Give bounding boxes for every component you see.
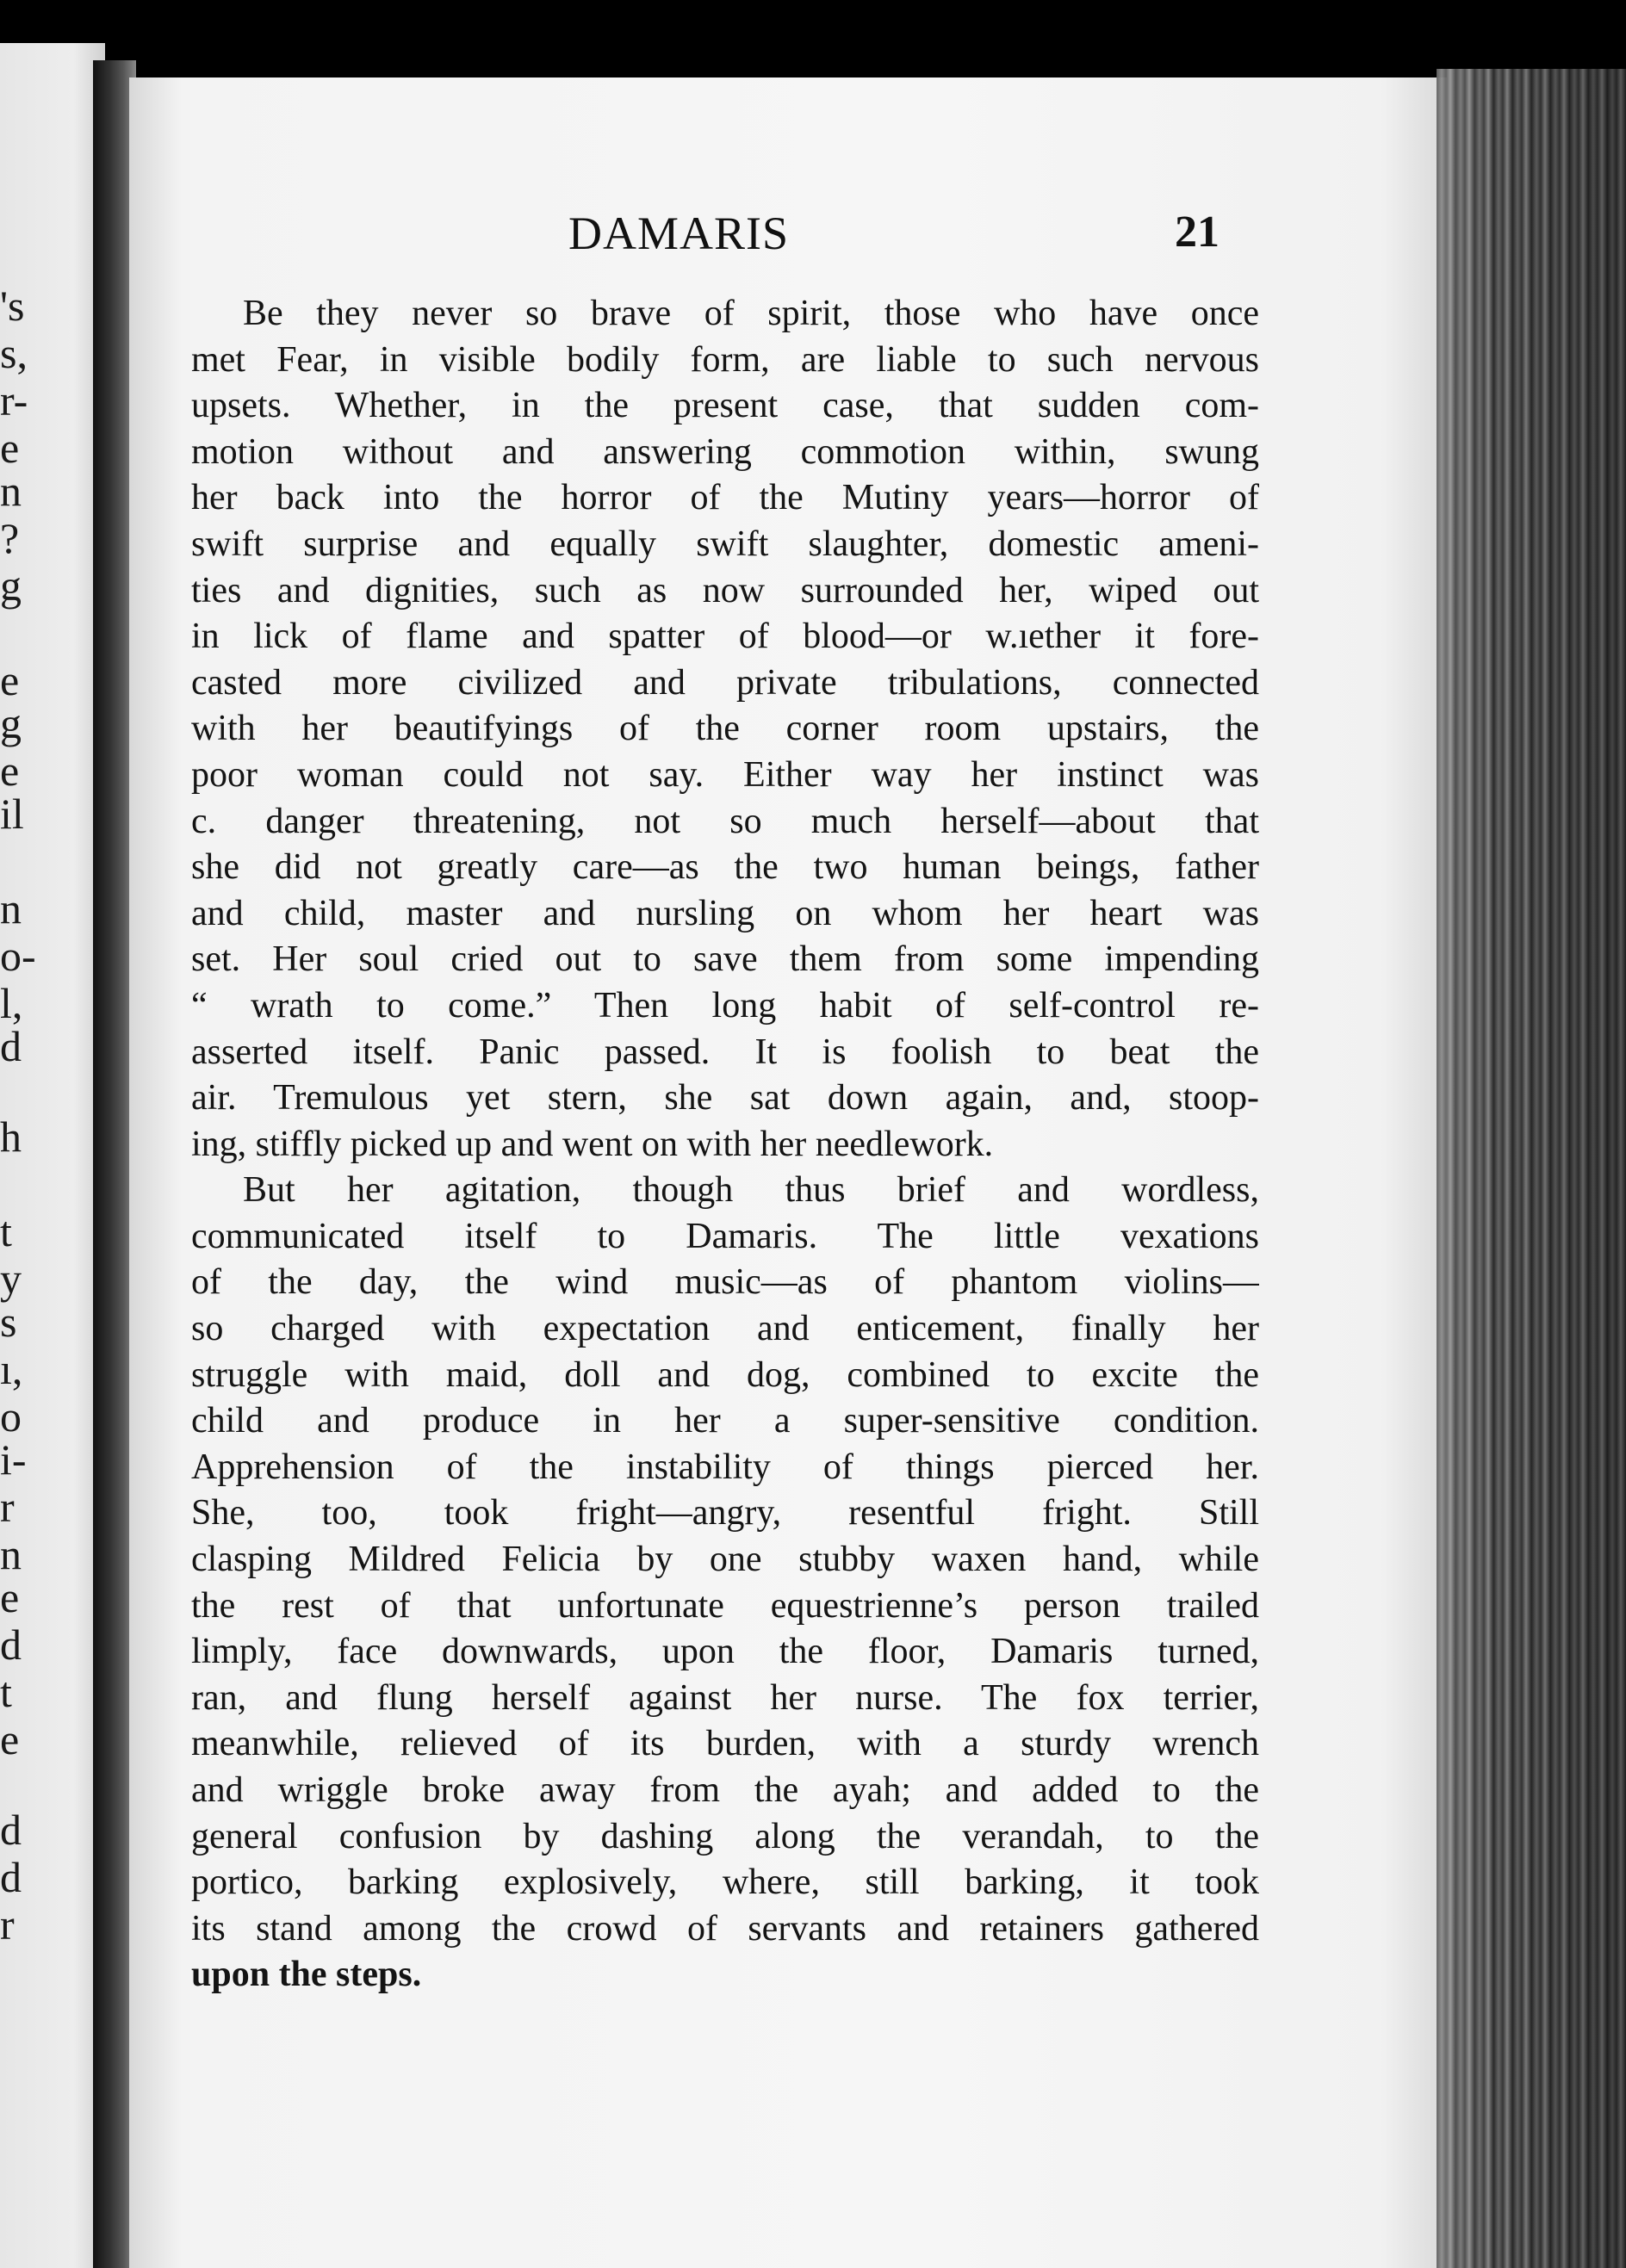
- text-line: struggle with maid, doll and dog, combined to excite the: [191, 1354, 1259, 1395]
- text-line: and wriggle broke away from the ayah; and added to the: [191, 1770, 1259, 1810]
- previous-page-fragment: e: [0, 656, 20, 704]
- page-number: 21: [1175, 208, 1220, 257]
- text-line: ties and dignities, such as now surrounded her, wiped out: [191, 570, 1259, 610]
- text-line: general confusion by dashing along the verandah, to the: [191, 1816, 1259, 1856]
- previous-page-fragment: n: [0, 1530, 22, 1578]
- text-line: Apprehension of the instability of things pierced her.: [191, 1447, 1259, 1487]
- previous-page-fragment: g: [0, 699, 22, 747]
- text-line: She, too, took fright—angry, resentful fright. Still: [191, 1493, 1259, 1534]
- text-line: asserted itself. Panic passed. It is foolish to beat the: [191, 1032, 1259, 1072]
- previous-page-edge: [0, 43, 105, 2268]
- previous-page-fragment: h: [0, 1112, 22, 1161]
- text-line: meanwhile, relieved of its burden, with a sturdy wrench: [191, 1724, 1259, 1764]
- previous-page-fragment: g: [0, 561, 22, 610]
- text-line: communicated itself to Damaris. The little vexations: [191, 1216, 1259, 1256]
- previous-page-fragment: e: [0, 424, 20, 472]
- text-line: clasping Mildred Felicia by one stubby waxen hand, while: [191, 1540, 1259, 1580]
- previous-page-fragment: d: [0, 1620, 22, 1669]
- text-line: “ wrath to come.” Then long habit of self-control re-: [191, 985, 1259, 1026]
- previous-page-fragment: ?: [0, 514, 20, 562]
- text-line: the rest of that unfortunate equestrienne’s person trailed: [191, 1585, 1259, 1626]
- text-line: met Fear, in visible bodily form, are liable to such nervous: [191, 339, 1259, 380]
- previous-page-fragment: r: [0, 1900, 15, 1949]
- body-text: [191, 291, 1259, 1998]
- text-line: c. danger threatening, not so much herself—about that: [191, 801, 1259, 841]
- text-line: ran, and flung herself against her nurse. The fox terrier,: [191, 1677, 1259, 1718]
- previous-page-fragment: e: [0, 747, 20, 795]
- previous-page-fragment: il: [0, 790, 24, 838]
- previous-page-fragment: n: [0, 884, 22, 933]
- previous-page-fragment: o-: [0, 932, 36, 980]
- previous-page-fragment: n: [0, 467, 22, 515]
- paragraph-1: [191, 291, 1259, 1168]
- previous-page-fragment: l,: [0, 979, 23, 1027]
- text-line: swift surprise and equally swift slaughter, domestic ameni-: [191, 524, 1259, 564]
- text-line: ing, stiffly picked up and went on with her needlework.: [191, 1124, 994, 1164]
- text-line: air. Tremulous yet stern, she sat down again, and, stoop-: [191, 1078, 1259, 1119]
- previous-page-fragment: o: [0, 1392, 22, 1441]
- text-line: set. Her soul cried out to save them from some impending: [191, 939, 1259, 980]
- text-line: with her beautifyings of the corner room upstairs, the: [191, 709, 1259, 749]
- book-spine-shading: [1437, 69, 1626, 2268]
- previous-page-fragment: y: [0, 1255, 22, 1303]
- running-head: DAMARIS: [568, 208, 790, 259]
- text-line: and child, master and nursling on whom her heart was: [191, 893, 1259, 933]
- text-line: But her agitation, though thus brief and wordless,: [243, 1170, 1259, 1211]
- text-line: casted more civilized and private tribulations, connected: [191, 662, 1259, 703]
- paragraph-2: [191, 1168, 1259, 1998]
- previous-page-fragment: ı,: [0, 1345, 23, 1393]
- text-line: portico, barking explosively, where, still barking, it took: [191, 1862, 1259, 1903]
- previous-page-fragment: e: [0, 1573, 20, 1621]
- previous-page-fragment: s: [0, 1298, 17, 1346]
- text-line: upon the steps.: [191, 1955, 422, 1995]
- text-line: poor woman could not say. Either way her instinct was: [191, 754, 1259, 795]
- previous-page-fragment: s,: [0, 329, 28, 377]
- text-line: motion without and answering commotion within, swung: [191, 431, 1259, 472]
- previous-page-fragment: d: [0, 1022, 22, 1070]
- text-line: her back into the horror of the Mutiny years—horror of: [191, 478, 1259, 518]
- text-line: she did not greatly care—as the two human beings, father: [191, 847, 1259, 888]
- previous-page-fragment: t: [0, 1668, 12, 1716]
- previous-page-fragment: d: [0, 1806, 22, 1854]
- previous-page-fragment: e: [0, 1715, 20, 1763]
- previous-page-fragment: r: [0, 1483, 15, 1531]
- text-line: so charged with expectation and enticement, finally her: [191, 1309, 1259, 1349]
- previous-page-fragment: i-: [0, 1435, 27, 1484]
- text-line: of the day, the wind music—as of phantom violins—: [191, 1262, 1259, 1303]
- text-line: limply, face downwards, upon the floor, Damaris turned,: [191, 1632, 1259, 1672]
- text-line: upsets. Whether, in the present case, that sudden com-: [191, 386, 1259, 426]
- text-line: its stand among the crowd of servants and retainers gathered: [191, 1908, 1259, 1949]
- previous-page-fragment: 's: [0, 282, 25, 330]
- previous-page-fragment: t: [0, 1207, 12, 1255]
- text-line: Be they never so brave of spirit, those who have once: [243, 294, 1259, 333]
- text-line: in lick of flame and spatter of blood—or w.ıether it fore-: [191, 617, 1259, 657]
- text-line: child and produce in her a super-sensitive condition.: [191, 1401, 1259, 1441]
- previous-page-fragment: d: [0, 1853, 22, 1901]
- previous-page-fragment: r-: [0, 376, 28, 424]
